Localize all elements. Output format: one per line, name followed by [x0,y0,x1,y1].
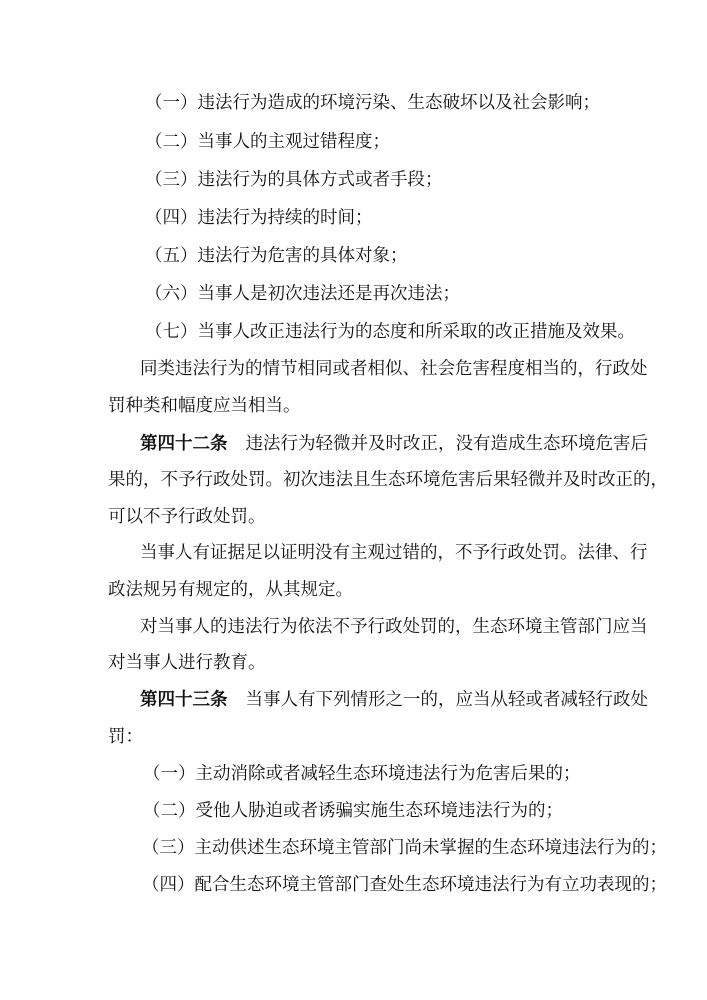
list-item: （二）当事人的主观过错程度； [145,132,390,152]
list-item: （四）配合生态环境主管部门查处生态环境违法行为有立功表现的； [142,875,667,895]
list-item: （五）违法行为危害的具体对象； [145,246,408,266]
list-item: （三）违法行为的具体方式或者手段； [145,170,443,190]
paragraph-line: 政法规另有规定的，从其规定。 [108,580,353,600]
article-42-line [0,430,707,458]
article-43-line [0,686,707,714]
paragraph-line: 罚种类和幅度应当相当。 [108,396,301,416]
list-item: （二）受他人胁迫或者诱骗实施生态环境违法行为的； [143,801,563,821]
list-item: （七）当事人改正违法行为的态度和所采取的改正措施及效果。 [145,322,635,342]
paragraph-line: 罚： [108,727,143,747]
article-43-heading: 第四十三条 [140,690,228,710]
article-42-heading: 第四十二条 [140,434,228,454]
paragraph-line: 可以不予行政处罚。 [108,507,266,527]
list-item: （三）主动供述生态环境主管部门尚未掌握的生态环境违法行为的； [142,838,667,858]
paragraph-line: 果的，不予行政处罚。初次违法且生态环境危害后果轻微并及时改正的， [108,470,668,490]
list-item: （六）当事人是初次违法还是再次违法； [145,284,460,304]
list-item: （一）违法行为造成的环境污染、生态破坏以及社会影响； [145,93,600,113]
paragraph-line: 对当事人的违法行为依法不予行政处罚的，生态环境主管部门应当 [140,617,648,637]
article-42-text: 违法行为轻微并及时改正，没有造成生态环境危害后 [245,434,648,454]
paragraph-line: 对当事人进行教育。 [108,653,266,673]
paragraph-line: 同类违法行为的情节相同或者相似、社会危害程度相当的，行政处 [140,359,648,379]
list-item: （四）违法行为持续的时间； [145,208,373,228]
paragraph-line: 当事人有证据足以证明没有主观过错的，不予行政处罚。法律、行 [140,543,648,563]
list-item: （一）主动消除或者减轻生态环境违法行为危害后果的； [143,764,581,784]
article-43-text: 当事人有下列情形之一的，应当从轻或者减轻行政处 [245,690,648,710]
